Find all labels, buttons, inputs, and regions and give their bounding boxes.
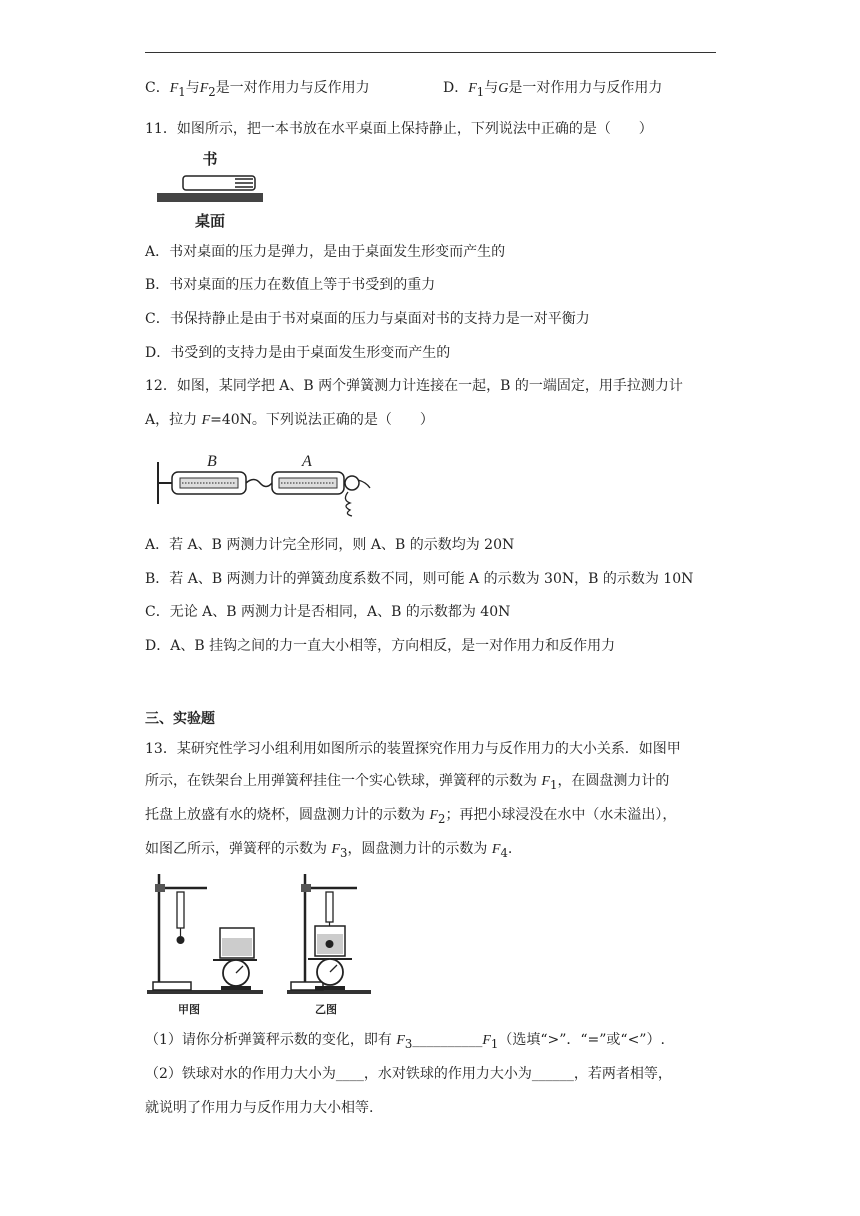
q11-option-c: C．书保持静止是由于书对桌面的压力与桌面对书的支持力是一对平衡力 (145, 311, 590, 327)
fig-yi-label: 乙图 (315, 1003, 337, 1016)
table-shape (157, 193, 263, 202)
section-title: 三、实验题 (145, 711, 215, 727)
fig-b-label: B (207, 453, 217, 470)
q10-option-c: C．$F_1$与$F_2$是一对作用力与反作用力 (145, 80, 370, 99)
q12-option-a: A．若 A、B 两测力计完全形同，则 A、B 的示数均为 20N (145, 537, 515, 553)
q13-line1: 13．某研究性学习小组利用如图所示的装置探究作用力与反作用力的大小关系．如图甲 (145, 741, 681, 757)
book-on-table-figure (155, 148, 265, 230)
q13-line4: 如图乙所示，弹簧秤的示数为 $F_3$，圆盘测力计的示数为 $F_4$. (145, 841, 513, 860)
q12-option-b: B．若 A、B 两测力计的弹簧劲度系数不同，则可能 A 的示数为 30N，B 的示数为 10N (145, 571, 694, 587)
q13-sub2-line1: （2）铁球对水的作用力大小为____，水对铁球的作用力大小为______，若两者相等， (145, 1066, 672, 1082)
yi-ball (326, 940, 334, 948)
q12-option-c: C．无论 A、B 两测力计是否相同，A、B 的示数都为 40N (145, 604, 511, 620)
top-rule (145, 52, 716, 53)
q13-sub1: （1）请你分析弹簧秤示数的变化，即有 $F_3\_\_\_\_\_\_\_\_\_\_F_1$（选填“>”．“=”或“<”）. (145, 1032, 665, 1051)
hand-ring (345, 476, 359, 490)
q11-option-d: D．书受到的支持力是由于桌面发生形变而产生的 (145, 345, 451, 361)
fig-book-label: 书 (202, 150, 218, 168)
spring-scales-figure (152, 448, 372, 520)
q11-stem: 11．如图所示，把一本书放在水平桌面上保持静止，下列说法中正确的是（ ） (145, 121, 653, 137)
fig-table-label: 桌面 (194, 212, 226, 230)
yi-spring-scale (326, 892, 333, 922)
q12-option-d: D．A、B 挂钩之间的力一直大小相等，方向相反，是一对作用力和反作用力 (145, 638, 616, 654)
hand (345, 492, 352, 516)
q12-stem-line2: A，拉力 F=40N。下列说法正确的是（ ） (145, 412, 434, 428)
jia-ball (177, 936, 185, 944)
q13-sub2-line2: 就说明了作用力与反作用力大小相等. (145, 1100, 374, 1116)
q11-option-b: B．书对桌面的压力在数值上等于书受到的重力 (145, 277, 436, 293)
jia-spring-scale (177, 892, 184, 928)
experiment-figure (145, 870, 385, 1018)
fig-jia-label: 甲图 (178, 1003, 200, 1016)
q13-line3: 托盘上放盛有水的烧杯，圆盘测力计的示数为 $F_2$；再把小球浸没在水中（水未溢出）， (145, 807, 677, 826)
fig-a-label: A (302, 453, 312, 470)
hooks (246, 480, 272, 487)
q11-option-a: A．书对桌面的压力是弹力，是由于桌面发生形变而产生的 (145, 244, 506, 260)
q10-option-d: D．$F_1$与G是一对作用力与反作用力 (443, 80, 663, 99)
q13-line2: 所示，在铁架台上用弹簧秤挂住一个实心铁球，弹簧秤的示数为 $F_1$，在圆盘测力计的 (145, 773, 670, 792)
q12-stem-line1: 12．如图，某同学把 A、B 两个弹簧测力计连接在一起，B 的一端固定，用手拉测力计 (145, 378, 683, 394)
